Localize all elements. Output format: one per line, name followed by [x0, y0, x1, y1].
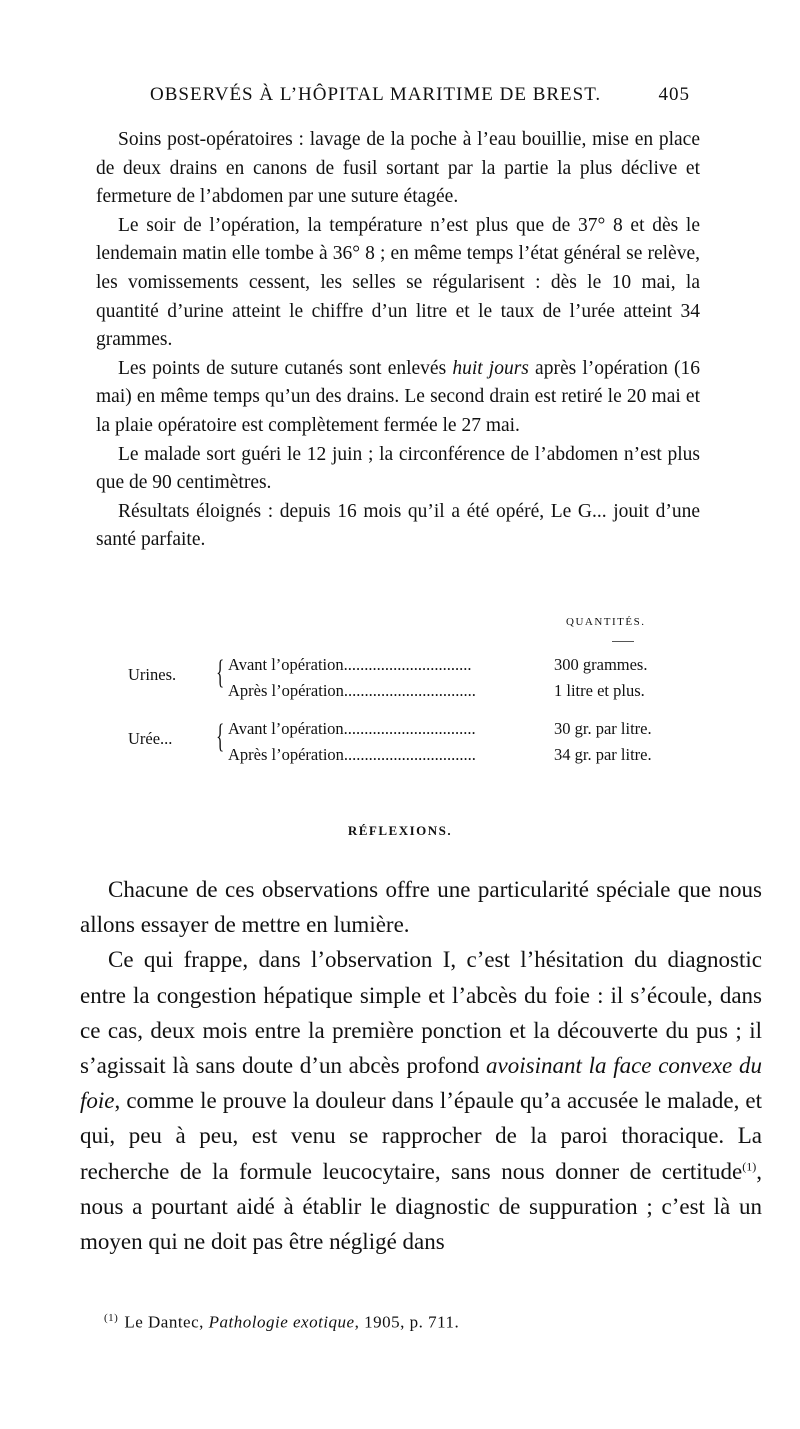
reflexions-text-c: , nous a pourtant aidé à établir le diagnostic de suppuration ; c’est là un moyen qui ne doit pas être négligé dans	[80, 1158, 762, 1255]
quantities-rule	[612, 641, 634, 642]
row-label: Après l’opération................................	[228, 681, 476, 700]
reflexions-text-b: , comme le prouve la douleur dans l’épaule qu’a accusée le malade, et qui, peu à peu, est venu se rapprocher de la paroi thoracique. La recherche de la formule leucocytaire, sans nous donner de certitude	[80, 1088, 762, 1184]
paragraph-sutures	[96, 355, 700, 441]
reflexions-paragraph-2	[80, 942, 762, 1259]
reflexions-paragraph-1: Chacune de ces observations offre une particularité spéciale que nous allons essayer de mettre en lumière.	[80, 877, 762, 938]
row-value: 34 gr. par litre.	[554, 745, 652, 764]
running-title: OBSERVÉS À L’HÔPITAL MARITIME DE BREST.	[150, 84, 602, 105]
uree-label: Urée...	[128, 729, 173, 748]
reflexions-text-a: Ce qui frappe, dans l’observation I, c’est l’hésitation du diagnostic entre la congestion hépatique simple et l’abcès du foie : il s’écoule, dans ce cas, deux mois entre la première ponction et la découverte du pus ; il s’agissait là sans doute d’un abcès profond	[80, 947, 762, 1079]
table-row	[228, 655, 648, 677]
sutures-text-b: après l’opération (16 mai) en même temps qu’un des drains. Le second drain est retiré le 20 mai et la plaie opératoire est complètement fermée le 27 mai.	[96, 357, 701, 436]
footnote-work: Pathologie exotique	[208, 1312, 355, 1332]
brace-icon: {	[216, 654, 225, 691]
running-header	[150, 84, 690, 112]
paragraph-discharge: Le malade sort guéri le 12 juin ; la circonférence de l’abdomen n’est plus que de 90 centimètres.	[96, 443, 700, 494]
section-title: RÉFLEXIONS.	[347, 823, 453, 838]
row-value: 30 gr. par litre.	[554, 719, 652, 738]
page-number: 405	[658, 84, 690, 105]
paragraph-postop-care: Soins post-opératoires : lavage de la poche à l’eau bouillie, mise en place de deux drains en canons de fusil sortant par la partie la plus déclive et fermeture de l’abdomen par une suture étagée.	[96, 129, 700, 208]
table-row	[228, 681, 645, 703]
quantities-header: QUANTITÉS.	[566, 616, 646, 628]
table-row	[228, 719, 652, 741]
row-value: 300 grammes.	[554, 655, 648, 674]
case-text	[96, 126, 700, 555]
footnote-rest: , 1905, p. 711.	[354, 1312, 460, 1332]
table-row	[228, 745, 652, 767]
reflexions-text	[80, 872, 762, 1259]
footnote-mark: (1)	[104, 1312, 119, 1324]
row-label: Avant l’opération...............................	[228, 655, 472, 674]
sutures-text-a: Les points de suture cutanés sont enlevés	[118, 357, 453, 379]
row-value: 1 litre et plus.	[554, 681, 645, 700]
footnote-reference[interactable]: (1)	[742, 1158, 757, 1173]
footnote	[104, 1312, 459, 1333]
paragraph-results: Résultats éloignés : depuis 16 mois qu’il a été opéré, Le G... jouit d’une santé parfaite.	[96, 500, 700, 551]
reflexions-italic: avoisinant la face convexe du foie	[80, 1053, 762, 1114]
footnote-author: Le Dantec,	[124, 1312, 204, 1332]
row-label: Avant l’opération................................	[228, 719, 476, 738]
paragraph-temperature: Le soir de l’opération, la température n’est plus que de 37° 8 et dès le lendemain matin elle tombe à 36° 8 ; en même temps l’état général se relève, les vomissements cessent, les selles se régularisent : dès le 10 mai, la quantité d’urine atteint le chiffre d’un litre et le taux de l’urée atteint 34 grammes.	[96, 214, 700, 351]
urines-label: Urines.	[128, 665, 177, 684]
row-label: Après l’opération................................	[228, 745, 476, 764]
brace-icon: {	[216, 718, 225, 755]
sutures-italic: huit jours	[452, 357, 529, 379]
